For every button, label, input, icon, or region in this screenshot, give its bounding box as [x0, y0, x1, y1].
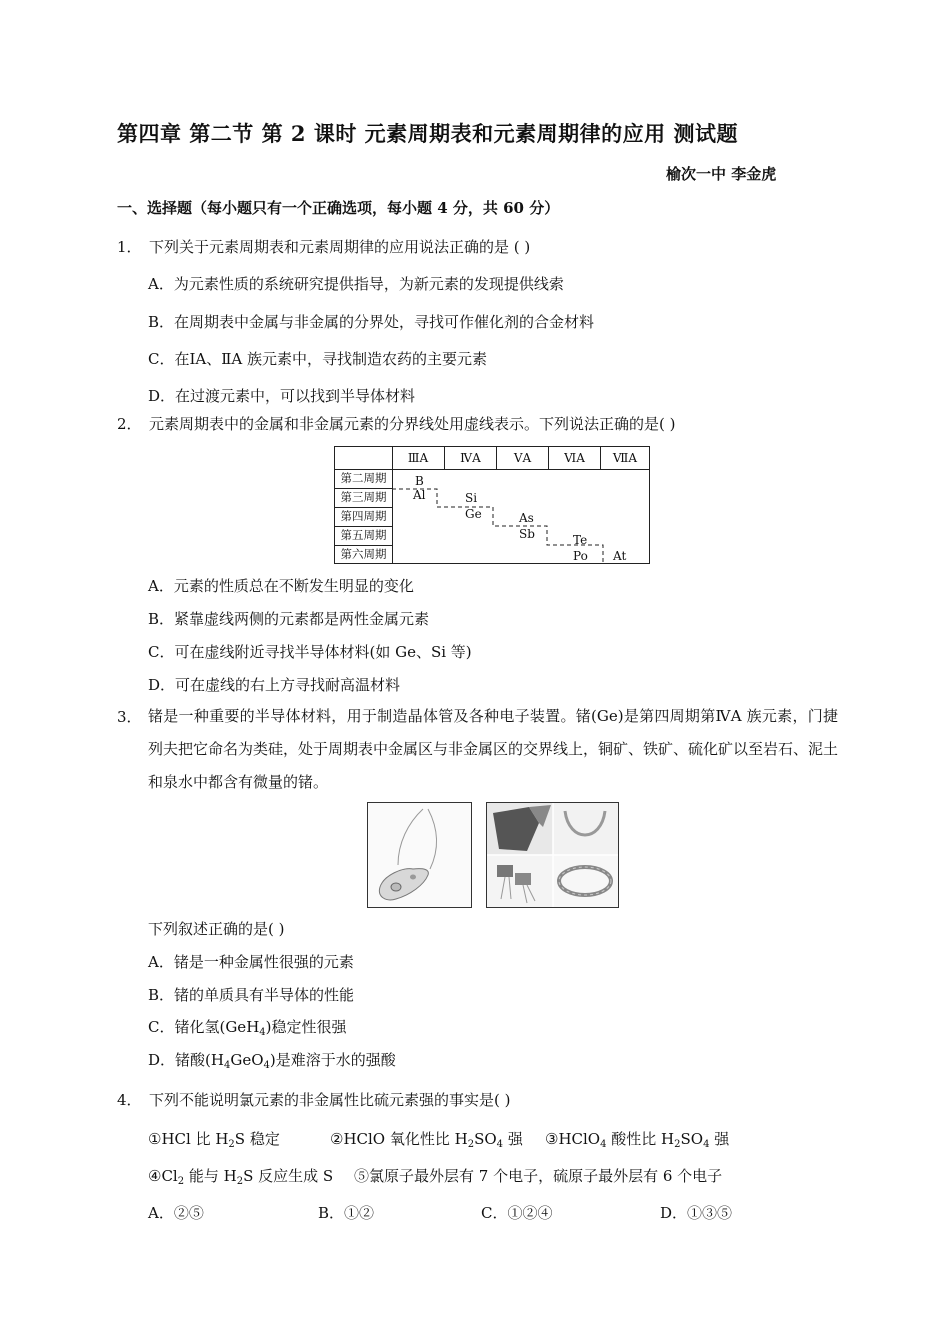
question-number: 1． [117, 238, 142, 256]
text-run: ④Cl [148, 1167, 178, 1185]
fact-1 [148, 1128, 280, 1149]
subscript: 4 [496, 1139, 504, 1150]
subscript: 4 [703, 1139, 710, 1150]
q1-option-d: D．在过渡元素中，可以找到半导体材料 [148, 387, 416, 405]
period-label: 第五周期 [340, 528, 387, 542]
text-run: )稳定性很强 [265, 1018, 347, 1036]
subscript: 2 [177, 1176, 185, 1187]
period-label: 第六周期 [340, 547, 387, 561]
question-4-stem [117, 1090, 510, 1110]
q4-option-c: C．①②④ [481, 1204, 553, 1222]
q2-option-d: D．可在虚线的右上方寻找耐高温材料 [148, 676, 401, 694]
group-header: ⅤA [496, 447, 548, 469]
text-run: GeO [230, 1051, 264, 1069]
question-number: 2． [117, 415, 142, 433]
question-number: 4． [117, 1091, 142, 1109]
section-heading: 一、选择题（每小题只有一个正确选项，每小题 4 分，共 60 分） [117, 199, 560, 217]
period-label: 第二周期 [340, 471, 387, 485]
q4-option-d: D．①③⑤ [660, 1204, 733, 1222]
subscript: 2 [236, 1176, 244, 1187]
q2-option-a: A．元素的性质总在不断发生明显的变化 [148, 577, 414, 595]
q3-option-b: B．锗的单质具有半导体的性能 [148, 986, 355, 1004]
metal-nonmetal-boundary [335, 447, 649, 563]
q4-option-a: A．②⑤ [148, 1204, 204, 1222]
subscript: 4 [223, 1060, 231, 1071]
group-header: ⅣA [444, 447, 496, 469]
fact-4 [148, 1165, 333, 1186]
text-run: )是难溶于水的强酸 [269, 1051, 396, 1069]
author-line: 榆次一中 李金虎 [666, 165, 777, 183]
question-3-number: 3． [117, 708, 142, 726]
subscript: 4 [259, 1027, 266, 1038]
q1-option-c: C．在ⅠA、ⅡA 族元素中，寻找制造农药的主要元素 [148, 350, 488, 368]
text-run: SO [680, 1130, 704, 1148]
question-3-stem: 锗是一种重要的半导体材料，用于制造晶体管及各种电子装置。锗(Ge)是第四周期第ⅣA 族元素，门捷列夫把它命名为类硅，处于周期表中金属区与非金属区的交界线上，铜矿、铁矿、硫化矿以至岩石、泥土和泉水中都含有微量的锗。 [148, 707, 839, 791]
q3-option-a: A．锗是一种金属性很强的元素 [148, 953, 354, 971]
text-run: ③HClO [545, 1130, 601, 1148]
text-run: 强 [709, 1130, 730, 1148]
subscript: 2 [228, 1139, 235, 1150]
text-run: 能与 H [184, 1167, 237, 1185]
group-header: ⅦA [600, 447, 649, 469]
q1-option-b: B．在周期表中金属与非金属的分界处，寻找可作催化剂的合金材料 [148, 313, 595, 331]
question-1-stem [117, 237, 530, 257]
page-title: 第四章 第二节 第 2 课时 元素周期表和元素周期律的应用 测试题 [117, 121, 738, 146]
group-header: ⅢA [407, 451, 429, 465]
pendant-image [367, 802, 472, 908]
subscript: 4 [600, 1139, 607, 1150]
element-symbol: Ge [465, 507, 482, 521]
question-text: 元素周期表中的金属和非金属元素的分界线处用虚线表示。下列说法正确的是( ) [149, 415, 676, 433]
text-run: ②HClO 氧化性比 H [330, 1130, 468, 1148]
periodic-table-excerpt [334, 446, 650, 564]
fact-2 [330, 1128, 523, 1149]
element-symbol: Te [573, 533, 588, 547]
element-symbol: At [613, 549, 627, 563]
text-run: S 稳定 [234, 1130, 280, 1148]
question-2-stem [117, 414, 675, 434]
element-symbol: Si [465, 491, 478, 505]
q3-option-d [148, 1049, 396, 1070]
text-run: D．锗酸(H [148, 1051, 224, 1069]
q4-option-b: B．①② [318, 1204, 375, 1222]
period-label: 第四周期 [340, 509, 387, 523]
element-symbol: Al [413, 488, 426, 502]
subscript: 4 [263, 1060, 270, 1071]
q3-prompt: 下列叙述正确的是( ) [148, 920, 285, 938]
q1-option-a: A．为元素性质的系统研究提供指导，为新元素的发现提供线索 [148, 275, 564, 293]
group-header: ⅥA [548, 447, 600, 469]
element-symbol: Po [573, 549, 588, 563]
element-symbol: As [519, 511, 534, 525]
text-run: C．锗化氢(GeH [148, 1018, 260, 1036]
q3-option-c [148, 1016, 347, 1037]
fact-3 [545, 1128, 729, 1149]
text-run: SO [474, 1130, 497, 1148]
question-text: 下列关于元素周期表和元素周期律的应用说法正确的是 ( ) [149, 238, 531, 256]
text-run: ①HCl 比 H [148, 1130, 229, 1148]
period-label: 第三周期 [340, 490, 387, 504]
germanium-products-image [486, 802, 619, 908]
element-symbol: B [415, 474, 424, 488]
q2-option-b: B．紧靠虚线两侧的元素都是两性金属元素 [148, 610, 430, 628]
text-run: S 反应生成 S [243, 1167, 334, 1185]
text-run: 酸性比 H [606, 1130, 675, 1148]
fact-5: ⑤氯原子最外层有 7 个电子，硫原子最外层有 6 个电子 [354, 1167, 723, 1185]
subscript: 2 [467, 1139, 475, 1150]
q2-option-c: C．可在虚线附近寻找半导体材料(如 Ge、Si 等) [148, 643, 472, 661]
text-run: 强 [503, 1130, 523, 1148]
question-text: 下列不能说明氯元素的非金属性比硫元素强的事实是( ) [149, 1091, 511, 1109]
element-symbol: Sb [519, 527, 535, 541]
subscript: 2 [674, 1139, 681, 1150]
